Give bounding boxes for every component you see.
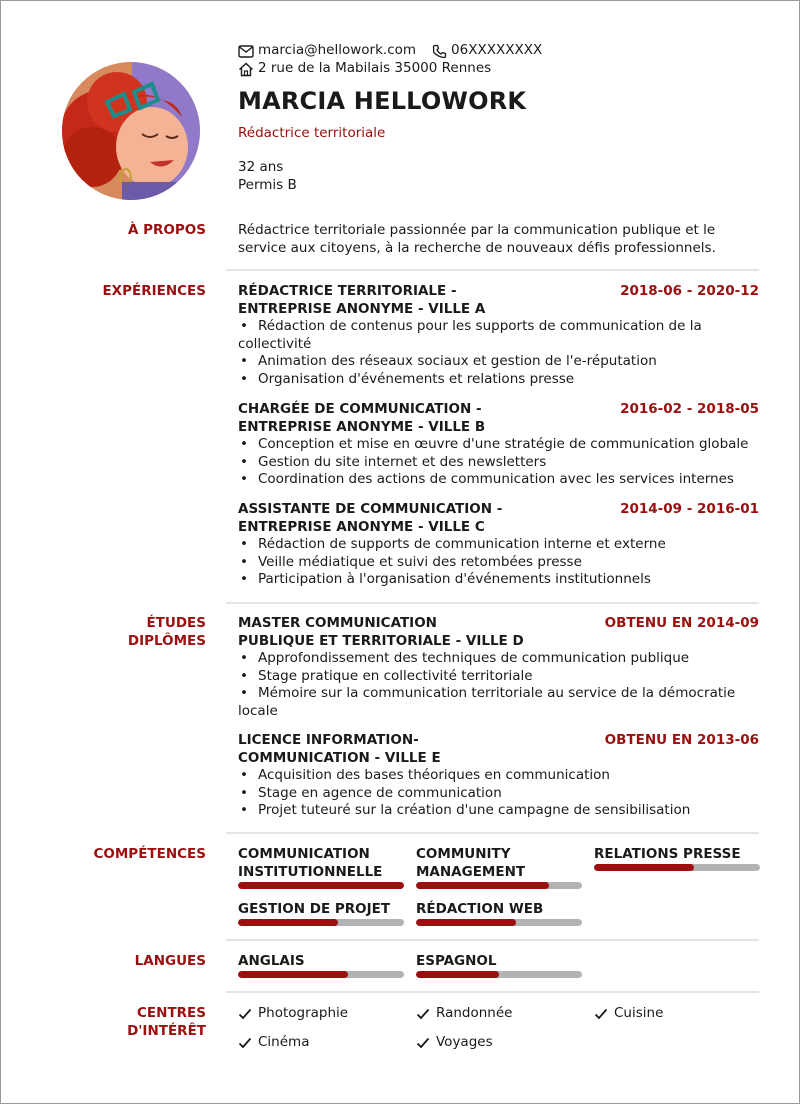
interest-label: Randonnée (436, 1005, 513, 1021)
bullet-item: • Approfondissement des techniques de communication publique (238, 650, 759, 668)
entry-title-line: ENTREPRISE ANONYME - VILLE A (238, 300, 486, 317)
bullet-item: • Rédaction de supports de communication interne et externe (238, 536, 759, 554)
phone-text[interactable]: 06XXXXXXXX (451, 42, 543, 59)
bullet-item: • Rédaction de contenus pour les supports de communication de la collectivité (238, 318, 759, 353)
skill-item (238, 846, 404, 881)
section-label-line: CENTRES (137, 1005, 206, 1021)
entry-header (238, 615, 759, 650)
divider (226, 269, 759, 271)
entry-header (238, 401, 759, 436)
skill-item (238, 901, 404, 919)
bullet-list (238, 536, 759, 589)
bullet-item: • Animation des réseaux sociaux et gestion de l'e-réputation (238, 353, 759, 371)
entry-header (238, 732, 759, 767)
section-label-line: D'INTÉRÊT (127, 1022, 206, 1039)
job-title: Rédactrice territoriale (238, 125, 386, 141)
entry-date: 2016-02 - 2018-05 (620, 401, 759, 417)
experience-entry (238, 501, 759, 589)
check-icon (238, 1037, 252, 1049)
interest-label: Voyages (436, 1034, 493, 1050)
phone-icon (432, 44, 447, 59)
skill-level-fill (238, 882, 404, 889)
bullet-item: • Organisation d'événements et relations presse (238, 371, 759, 389)
entry-title-line: MASTER COMMUNICATION (238, 615, 437, 631)
interest-label: Cuisine (614, 1005, 664, 1021)
interest-label: Photographie (258, 1005, 349, 1021)
skill-name: COMMUNICATION (238, 846, 370, 862)
skill-name: RELATIONS PRESSE (594, 846, 741, 862)
bullet-list (238, 436, 759, 489)
skill-level-fill (594, 864, 694, 871)
entry-title-line: ASSISTANTE DE COMMUNICATION - (238, 501, 503, 517)
entry-title-line: PUBLIQUE ET TERRITORIALE - VILLE D (238, 632, 524, 649)
entry-title-line: COMMUNICATION - VILLE E (238, 749, 441, 766)
bullet-list (238, 767, 759, 820)
bullet-list (238, 650, 759, 720)
skill-level-fill (238, 919, 338, 926)
language-level-fill (416, 971, 499, 978)
email-text[interactable]: marcia@hellowork.com (258, 42, 417, 59)
skill-item (416, 846, 582, 881)
email-item[interactable] (238, 42, 416, 60)
entry-title-line: RÉDACTRICE TERRITORIALE - (238, 283, 457, 299)
entry-title-line: LICENCE INFORMATION- (238, 732, 419, 748)
entry-header (238, 283, 759, 318)
bullet-item: • Veille médiatique et suivi des retombées presse (238, 554, 759, 572)
language-level-bar (416, 971, 582, 978)
entry-title-line: CHARGÉE DE COMMUNICATION - (238, 401, 482, 417)
language-level-fill (238, 971, 348, 978)
check-icon (416, 1008, 430, 1020)
interest-item (238, 1005, 348, 1023)
home-icon (238, 62, 254, 77)
personal-info (238, 159, 297, 194)
license-text: Permis B (238, 176, 297, 193)
section-label-line: ÉTUDES (146, 615, 206, 631)
bullet-item: • Stage pratique en collectivité territoriale (238, 668, 759, 686)
section-label-skills: COMPÉTENCES (93, 846, 206, 862)
bullet-list (238, 318, 759, 388)
bullet-item: • Projet tuteuré sur la création d'une campagne de sensibilisation (238, 802, 759, 820)
entry-date: OBTENU EN 2013-06 (604, 732, 759, 748)
bullet-item: • Coordination des actions de communication avec les services internes (238, 471, 759, 489)
skill-name: MANAGEMENT (416, 863, 526, 880)
language-name: ANGLAIS (238, 953, 305, 969)
check-icon (594, 1008, 608, 1020)
entry-title-line: ENTREPRISE ANONYME - VILLE C (238, 518, 485, 535)
phone-item[interactable] (432, 42, 542, 60)
language-item (416, 953, 582, 971)
section-label-education (1, 615, 206, 650)
language-level-bar (238, 971, 404, 978)
skill-level-fill (416, 882, 549, 889)
contact-block (238, 42, 758, 78)
divider (226, 832, 759, 834)
skill-name: GESTION DE PROJET (238, 901, 391, 917)
skill-item (416, 901, 582, 919)
check-icon (238, 1008, 252, 1020)
skill-name: RÉDACTION WEB (416, 901, 544, 917)
skill-level-bar (238, 919, 404, 926)
age-text: 32 ans (238, 159, 284, 175)
interest-label: Cinéma (258, 1034, 310, 1050)
about-text: Rédactrice territoriale passionnée par la communication publique et le service aux citoyens, à la recherche de nouveaux défis professionnels. (238, 222, 716, 256)
envelope-icon (238, 45, 254, 58)
check-icon (416, 1037, 430, 1049)
address-item (238, 60, 491, 78)
skill-name: INSTITUTIONNELLE (238, 863, 383, 880)
divider (226, 991, 759, 993)
entry-header (238, 501, 759, 536)
interest-item (594, 1005, 663, 1023)
skill-level-bar (594, 864, 760, 871)
entry-date: 2014-09 - 2016-01 (620, 501, 759, 517)
entry-title-line: ENTREPRISE ANONYME - VILLE B (238, 418, 486, 435)
education-entry (238, 732, 759, 820)
bullet-item: • Conception et mise en œuvre d'une stratégie de communication globale (238, 436, 759, 454)
address-text: 2 rue de la Mabilais 35000 Rennes (258, 60, 492, 77)
divider (226, 602, 759, 604)
experience-entry (238, 283, 759, 388)
section-label-languages: LANGUES (134, 953, 206, 969)
skill-name: COMMUNITY (416, 846, 511, 862)
interest-item (416, 1034, 493, 1052)
bullet-item: • Stage en agence de communication (238, 785, 759, 803)
interest-item (416, 1005, 512, 1023)
skill-item (594, 846, 760, 864)
entry-date: OBTENU EN 2014-09 (604, 615, 759, 631)
language-name: ESPAGNOL (416, 953, 497, 969)
avatar (62, 62, 200, 200)
interest-item (238, 1034, 309, 1052)
experience-entry (238, 401, 759, 489)
bullet-item: • Mémoire sur la communication territoriale au service de la démocratie locale (238, 685, 759, 720)
skill-level-bar (416, 919, 582, 926)
entry-date: 2018-06 - 2020-12 (620, 283, 759, 299)
section-label-line: DIPLÔMES (127, 632, 206, 649)
bullet-item: • Gestion du site internet et des newsletters (238, 454, 759, 472)
bullet-item: • Acquisition des bases théoriques en communication (238, 767, 759, 785)
language-item (238, 953, 404, 971)
divider (226, 939, 759, 941)
candidate-name: MARCIA HELLOWORK (238, 87, 527, 115)
bullet-item: • Participation à l'organisation d'événements institutionnels (238, 571, 759, 589)
section-label-experiences: EXPÉRIENCES (102, 283, 206, 299)
section-label-about: À PROPOS (127, 222, 206, 238)
skill-level-fill (416, 919, 516, 926)
education-entry (238, 615, 759, 720)
skill-level-bar (238, 882, 404, 889)
section-label-interests (1, 1005, 206, 1040)
skill-level-bar (416, 882, 582, 889)
